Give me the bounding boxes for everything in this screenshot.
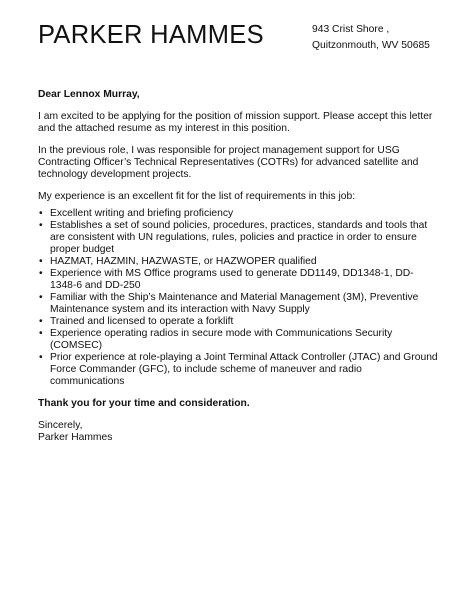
address-line-2: Quitzonmouth, WV 50685 xyxy=(312,39,430,51)
requirements-list xyxy=(38,208,438,388)
letter-body xyxy=(38,89,438,444)
paragraph-previous-role: In the previous role, I was responsible for project management support for USG Contracting Officer’s Technical Representatives (COTRs) for advanced satellite and technology development projects. xyxy=(38,145,419,180)
list-item: • Familiar with the Ship’s Maintenance and Material Management (3M), Preventive Maintenance system and its interaction with Navy Supply xyxy=(38,292,438,316)
signature-name: Parker Hammes xyxy=(38,432,113,443)
paragraph-intro: I am excited to be applying for the position of mission support. Please accept this letter and the attached resume as my interest in this position. xyxy=(38,111,433,134)
address-line-1: 943 Crist Shore , xyxy=(312,24,390,35)
list-item: • Excellent writing and briefing proficiency xyxy=(38,208,438,220)
salutation: Dear Lennox Murray, xyxy=(38,89,140,100)
signoff: Sincerely, xyxy=(38,420,83,431)
list-item: • Trained and licensed to operate a forklift xyxy=(38,316,438,328)
list-item: • HAZMAT, HAZMIN, HAZWASTE, or HAZWOPER qualified xyxy=(38,256,438,268)
closing-thanks: Thank you for your time and consideration. xyxy=(38,398,250,409)
list-item: • Prior experience at role-playing a Joint Terminal Attack Controller (JTAC) and Ground Force Commander (GFC), to include scheme of maneuver and radio communications xyxy=(38,352,438,388)
applicant-name: PARKER HAMMES xyxy=(38,21,264,49)
paragraph-requirements-intro: My experience is an excellent fit for the list of requirements in this job: xyxy=(38,191,356,202)
list-item: • Experience operating radios in secure mode with Communications Security (COMSEC) xyxy=(38,328,438,352)
applicant-address xyxy=(312,22,430,53)
list-item: • Experience with MS Office programs used to generate DD1149, DD1348-1, DD-1348-6 and DD-250 xyxy=(38,268,438,292)
list-item: • Establishes a set of sound policies, procedures, practices, standards and tools that are consistent with UN regulations, rules, policies and practice in order to ensure proper budget xyxy=(38,220,438,256)
